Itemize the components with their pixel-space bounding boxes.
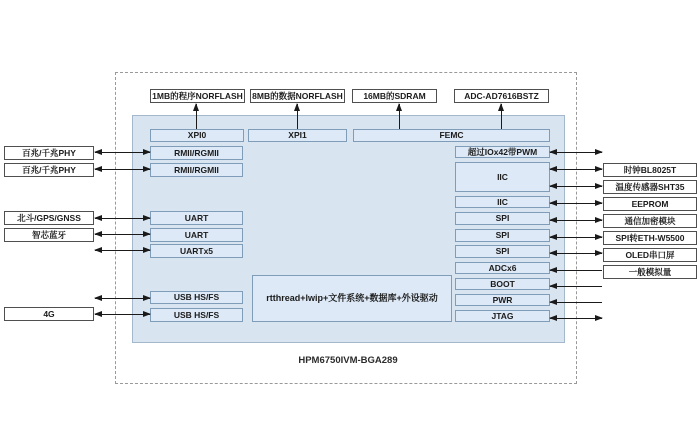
box-phy-1: 百兆/千兆PHY: [4, 146, 94, 160]
box-uart-1: UART: [150, 211, 243, 225]
arrow-pwr: [550, 302, 602, 303]
arrow-iic1-rtc: [550, 169, 602, 170]
arrow-phy1-rmii1: [95, 152, 150, 153]
arrow-xpi0-to-norflash1: [196, 104, 197, 129]
box-pwr: PWR: [455, 294, 550, 306]
arrow-femc-to-sdram: [399, 104, 400, 129]
box-4g-module: 4G: [4, 307, 94, 321]
box-femc: FEMC: [353, 129, 550, 142]
box-iic-2: IIC: [455, 196, 550, 208]
arrow-spi2-w5500: [550, 237, 602, 238]
box-adcx6: ADCx6: [455, 262, 550, 274]
box-spi-1: SPI: [455, 212, 550, 225]
arrow-phy2-rmii2: [95, 169, 150, 170]
box-rmii-rgmii-2: RMII/RGMII: [150, 163, 243, 177]
arrow-4g-usb2: [95, 314, 150, 315]
box-spi-3: SPI: [455, 245, 550, 258]
box-oled-serial-screen: OLED串口屏: [603, 248, 697, 262]
box-boot: BOOT: [455, 278, 550, 290]
box-io-pwm: 超过IOx42带PWM: [455, 146, 550, 158]
box-xpi0: XPI0: [150, 129, 244, 142]
box-crypto-module: 通信加密模块: [603, 214, 697, 228]
box-iic-1: IIC: [455, 162, 550, 192]
arrow-pwm-io: [550, 152, 602, 153]
box-xpi1: XPI1: [248, 129, 347, 142]
arrow-bluetooth-uart2: [95, 234, 150, 235]
arrow-jtag: [550, 318, 602, 319]
box-eeprom: EEPROM: [603, 197, 697, 211]
arrow-femc-to-adc: [501, 104, 502, 129]
box-usb-hsfs-1: USB HS/FS: [150, 291, 243, 304]
box-bluetooth-module: 智芯蓝牙: [4, 228, 94, 242]
box-spi-2: SPI: [455, 229, 550, 242]
box-data-norflash: 8MB的数据NORFLASH: [250, 89, 345, 103]
box-uart-2: UART: [150, 228, 243, 242]
box-analog-input: 一般模拟量: [603, 265, 697, 279]
box-uartx5: UARTx5: [150, 244, 243, 258]
box-phy-2: 百兆/千兆PHY: [4, 163, 94, 177]
box-sdram: 16MB的SDRAM: [352, 89, 437, 103]
arrow-boot: [550, 286, 602, 287]
box-rtc-bl8025t: 时钟BL8025T: [603, 163, 697, 177]
arrow-usb1: [95, 298, 150, 299]
arrow-analog-adcx6: [550, 270, 602, 271]
box-rmii-rgmii-1: RMII/RGMII: [150, 146, 243, 160]
box-program-norflash: 1MB的程序NORFLASH: [150, 89, 245, 103]
arrow-spi3-oled: [550, 253, 602, 254]
arrow-xpi1-to-norflash8: [297, 104, 298, 129]
box-beidou-gps-gnss: 北斗/GPS/GNSS: [4, 211, 94, 225]
box-spi-eth-w5500: SPI转ETH-W5500: [603, 231, 697, 245]
arrow-uartx5: [95, 250, 150, 251]
arrow-iic2-eeprom: [550, 203, 602, 204]
arrow-iic1-sht35: [550, 186, 602, 187]
box-rtos-software: rtthread+lwip+文件系统+数据库+外设驱动: [252, 275, 452, 322]
box-usb-hsfs-2: USB HS/FS: [150, 308, 243, 322]
box-jtag: JTAG: [455, 310, 550, 322]
arrow-spi1-crypto: [550, 220, 602, 221]
arrow-gnss-uart1: [95, 218, 150, 219]
chip-label: HPM6750IVM-BGA289: [298, 355, 398, 366]
box-adc-ad7616bstz: ADC-AD7616BSTZ: [454, 89, 549, 103]
box-temp-sensor-sht35: 温度传感器SHT35: [603, 180, 697, 194]
